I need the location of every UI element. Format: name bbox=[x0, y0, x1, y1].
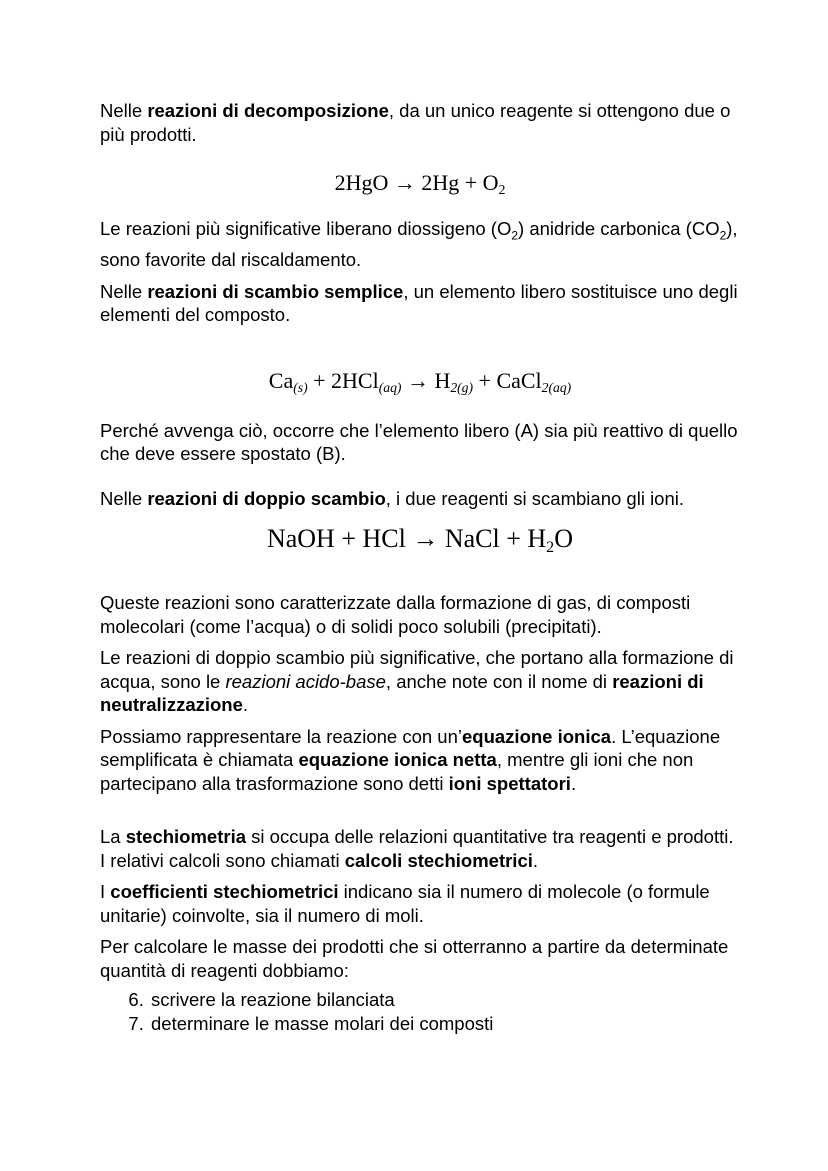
term-stoichiometric-coefficients: coefficienti stechiometrici bbox=[110, 881, 339, 903]
term-net-ionic-equation: equazione ionica netta bbox=[298, 749, 497, 771]
paragraph-decomposition: Nelle reazioni di decomposizione, da un unico reagente si ottengono due o più prodotti. bbox=[100, 100, 731, 145]
paragraph-single-exchange: Nelle reazioni di scambio semplice, un elemento libero sostituisce uno degli elementi del composto. bbox=[100, 280, 738, 326]
paragraph-decomposition-notes: Le reazioni più significative liberano diossigeno $(O_2)$ anidride carbonica $(CO_2)$, sono favorite dal riscaldamento. bbox=[100, 218, 738, 271]
list-item: 7. determinare le masse molari dei composti bbox=[149, 1012, 740, 1036]
equation-double-exchange: NaOH + HCl → NaCl + $H_2O$ bbox=[266, 524, 574, 557]
steps-list bbox=[100, 988, 740, 1035]
equation-decomposition: $2HgO \to 2Hg + O_2$ bbox=[334, 170, 506, 198]
equation-single-exchange: $Ca_{(s)} + 2HCl_{(aq)} \to H_{2(g)}$ + CaCl$_{2(aq)}$ bbox=[268, 367, 572, 395]
term-decomposition-reactions: reazioni di decomposizione bbox=[147, 100, 389, 121]
paragraph-ionic-equation: Possiamo rappresentare la reazione con un’equazione ionica. L’equazione semplificata è chiamata equazione ionica netta, mentre gli ioni che non partecipano alla trasformazione sono detti ioni spettatori. bbox=[100, 725, 721, 794]
paragraph-stoichiometric-coefficients: I coefficienti stechiometrici indicano sia il numero di molecole (o formule unitarie) coinvolte, sia il numero di moli. bbox=[100, 881, 710, 926]
paragraph-mass-calculation: Per calcolare le masse dei prodotti che si otterranno a partire da determinate quantità di reagenti dobbiamo: bbox=[100, 936, 729, 981]
term-single-exchange-reactions: reazioni di scambio semplice bbox=[147, 280, 404, 302]
list-item: 6. scrivere la reazione bilanciata bbox=[149, 988, 740, 1012]
paragraph-acid-base: Le reazioni di doppio scambio più significative, che portano alla formazione di acqua, sono le reazioni acido-base, anche note con il nome di reazioni di neutralizzazione. bbox=[100, 647, 734, 716]
paragraph-double-exchange: Nelle reazioni di doppio scambio, i due reagenti si scambiano gli ioni. bbox=[100, 487, 685, 509]
paragraph-reactivity: Perché avvenga ciò, occorre che l’elemento libero (A) sia più reattivo di quello che deve essere spostato (B). bbox=[100, 419, 738, 465]
term-ionic-equation: equazione ionica bbox=[462, 725, 612, 747]
term-stoichiometry: stechiometria bbox=[125, 826, 247, 848]
paragraph-double-exchange-products: Queste reazioni sono caratterizzate dalla formazione di gas, di composti molecolari (come l’acqua) o di solidi poco solubili (precipitati). bbox=[100, 592, 691, 637]
term-double-exchange-reactions: reazioni di doppio scambio bbox=[147, 487, 386, 509]
term-neutralization-reactions: reazioni di neutralizzazione bbox=[100, 670, 704, 716]
paragraph-stoichiometry: La stechiometria si occupa delle relazioni quantitative tra reagenti e prodotti. I relativi calcoli sono chiamati calcoli stechiometrici. bbox=[100, 826, 734, 871]
term-stoichiometric-calculations: calcoli stechiometrici bbox=[344, 849, 533, 871]
term-acid-base-reactions: reazioni acido-base bbox=[225, 670, 386, 692]
document-page bbox=[100, 99, 740, 1035]
term-spectator-ions: ioni spettatori bbox=[448, 772, 571, 794]
